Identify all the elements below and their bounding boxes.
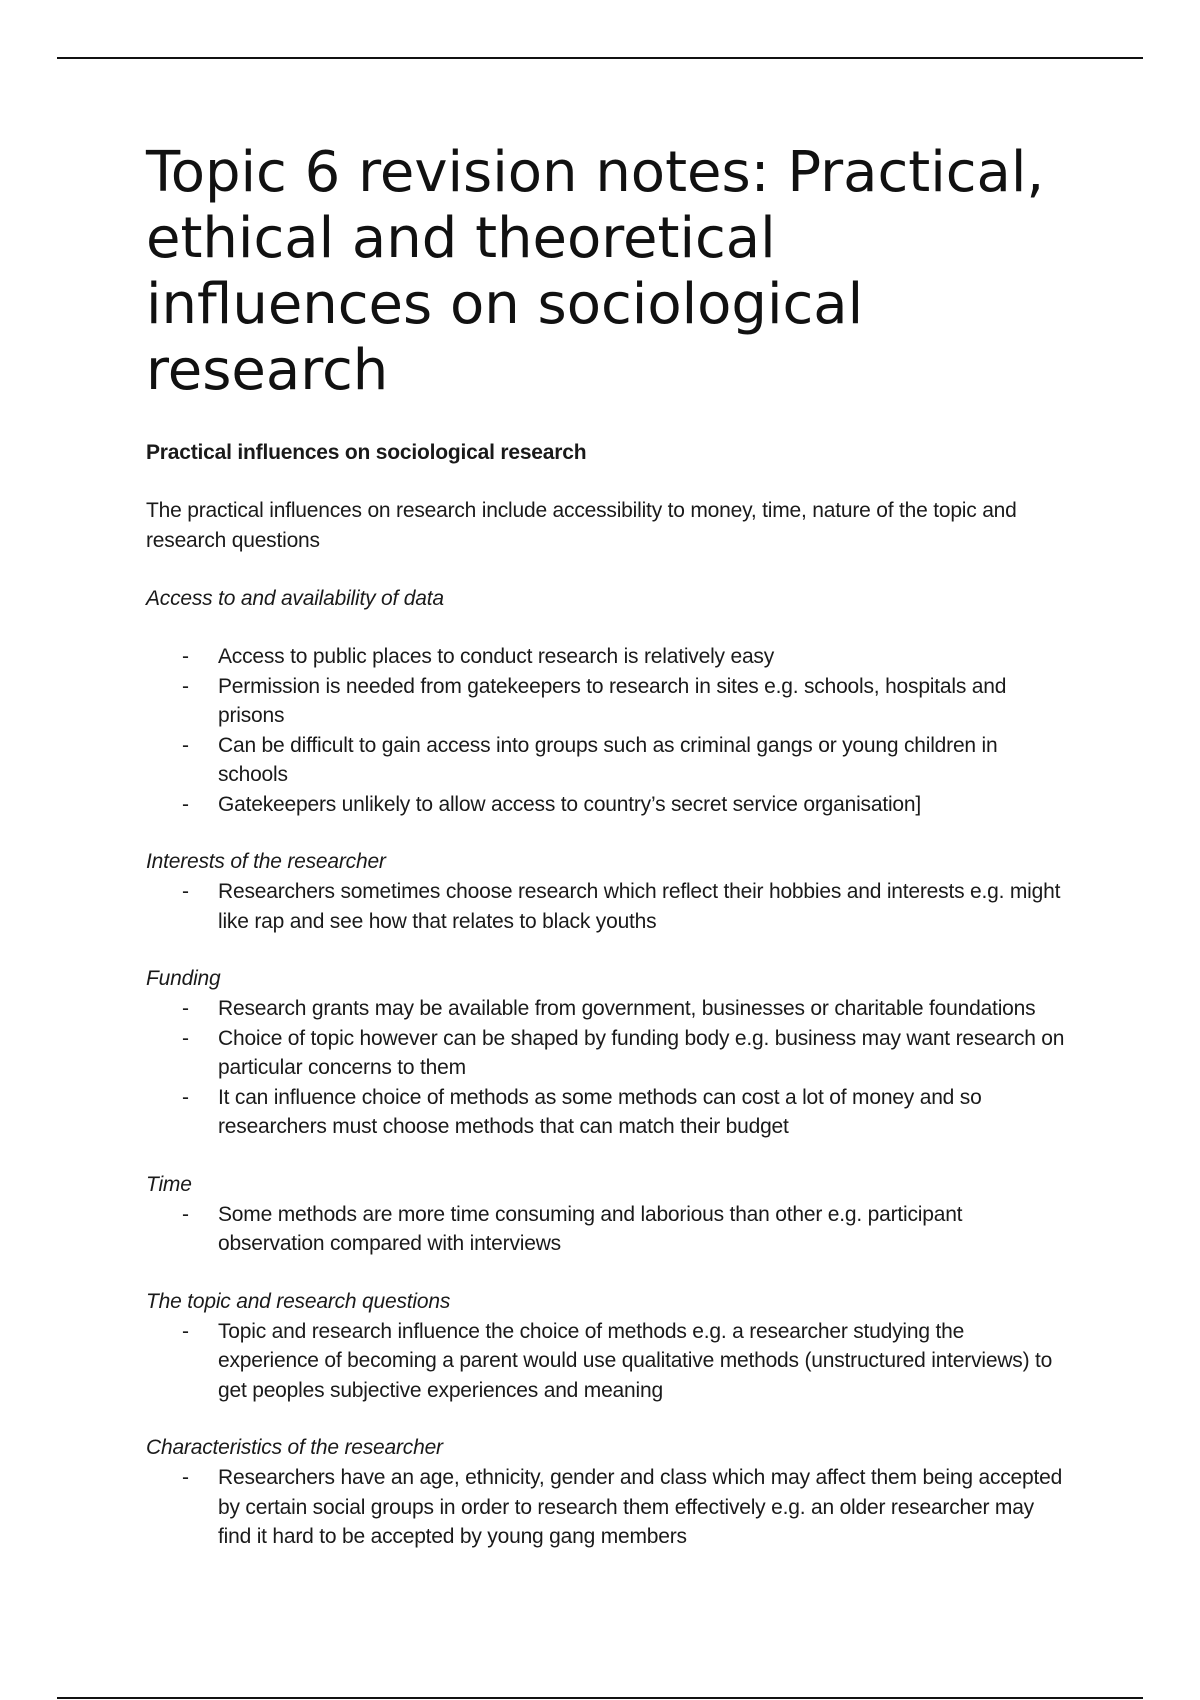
subsection-heading: Time [146,1172,192,1196]
bullet-dash: - [182,792,189,816]
list-item-text: Choice of topic however can be shaped by funding body e.g. business may want research on particular concerns to them [218,1026,1065,1079]
list-item [146,994,1066,1024]
list-item [146,1463,1066,1552]
list-item-text: Researchers have an age, ethnicity, gender and class which may affect them being accepted by certain social groups in order to research them effectively e.g. an older researcher may find it hard to be accepted by young gang members [218,1466,1063,1548]
bullet-list [146,1317,1066,1406]
bullet-list [146,642,1066,819]
list-item-text: Topic and research influence the choice of methods e.g. a researcher studying the experience of becoming a parent would use qualitative methods (unstructured interviews) to get peoples subjective experiences and meaning [218,1319,1053,1402]
list-item [146,672,1066,731]
bullet-list [146,994,1066,1142]
notes-group [146,584,1066,819]
list-item [146,642,1066,672]
list-item [146,790,1066,820]
top-rule [57,57,1143,59]
subsection-heading: Funding [146,967,221,990]
bullet-dash: - [182,645,189,668]
bullet-dash: - [182,1202,189,1226]
subsection-heading: The topic and research questions [146,1289,451,1313]
notes-group [146,1170,1066,1259]
list-item-text: Gatekeepers unlikely to allow access to country’s secret service organisation] [218,792,922,816]
subsection-heading: Interests of the researcher [146,850,386,873]
list-item [146,1200,1066,1259]
list-item [146,731,1066,790]
bullet-list [146,1200,1066,1259]
list-item-text: Some methods are more time consuming and laborious than other e.g. participant observation compared with interviews [218,1202,963,1255]
bullet-dash: - [182,880,189,903]
bullet-dash: - [182,1466,189,1489]
document-body [146,140,1066,1580]
list-item-text: Can be difficult to gain access into groups such as criminal gangs or young children in schools [218,733,998,786]
notes-group [146,847,1066,936]
list-item-text: Permission is needed from gatekeepers to research in sites e.g. schools, hospitals and prisons [218,674,1007,727]
bullet-list [146,1463,1066,1552]
notes-groups [146,584,1066,1552]
list-item [146,1083,1066,1142]
list-item [146,1024,1066,1083]
notes-group [146,1287,1066,1406]
notes-group [146,1433,1066,1552]
bullet-dash: - [182,1319,189,1343]
bullet-dash: - [182,1085,189,1109]
bullet-list [146,877,1066,936]
subsection-heading: Access to and availability of data [146,587,444,610]
list-item-text: Access to public places to conduct research is relatively easy [218,645,775,668]
intro-paragraph: The practical influences on research include accessibility to money, time, nature of the topic and research questions [146,499,1017,552]
bullet-dash: - [182,733,189,757]
list-item-text: Researchers sometimes choose research which reflect their hobbies and interests e.g. might like rap and see how that relates to black youths [218,880,1061,933]
subsection-heading: Characteristics of the researcher [146,1436,443,1459]
bullet-dash: - [182,997,189,1020]
bullet-dash: - [182,1026,189,1050]
list-item-text: It can influence choice of methods as some methods can cost a lot of money and so researchers must choose methods that can match their budget [218,1085,982,1138]
page-title: Topic 6 revision notes: Practical, ethical and theoretical influences on sociological research [146,140,1045,403]
list-item [146,877,1066,936]
list-item-text: Research grants may be available from government, businesses or charitable foundations [218,997,1036,1020]
list-item [146,1317,1066,1406]
notes-group [146,964,1066,1142]
bullet-dash: - [182,674,189,698]
bottom-rule [57,1697,1143,1699]
section-heading: Practical influences on sociological research [146,441,587,464]
